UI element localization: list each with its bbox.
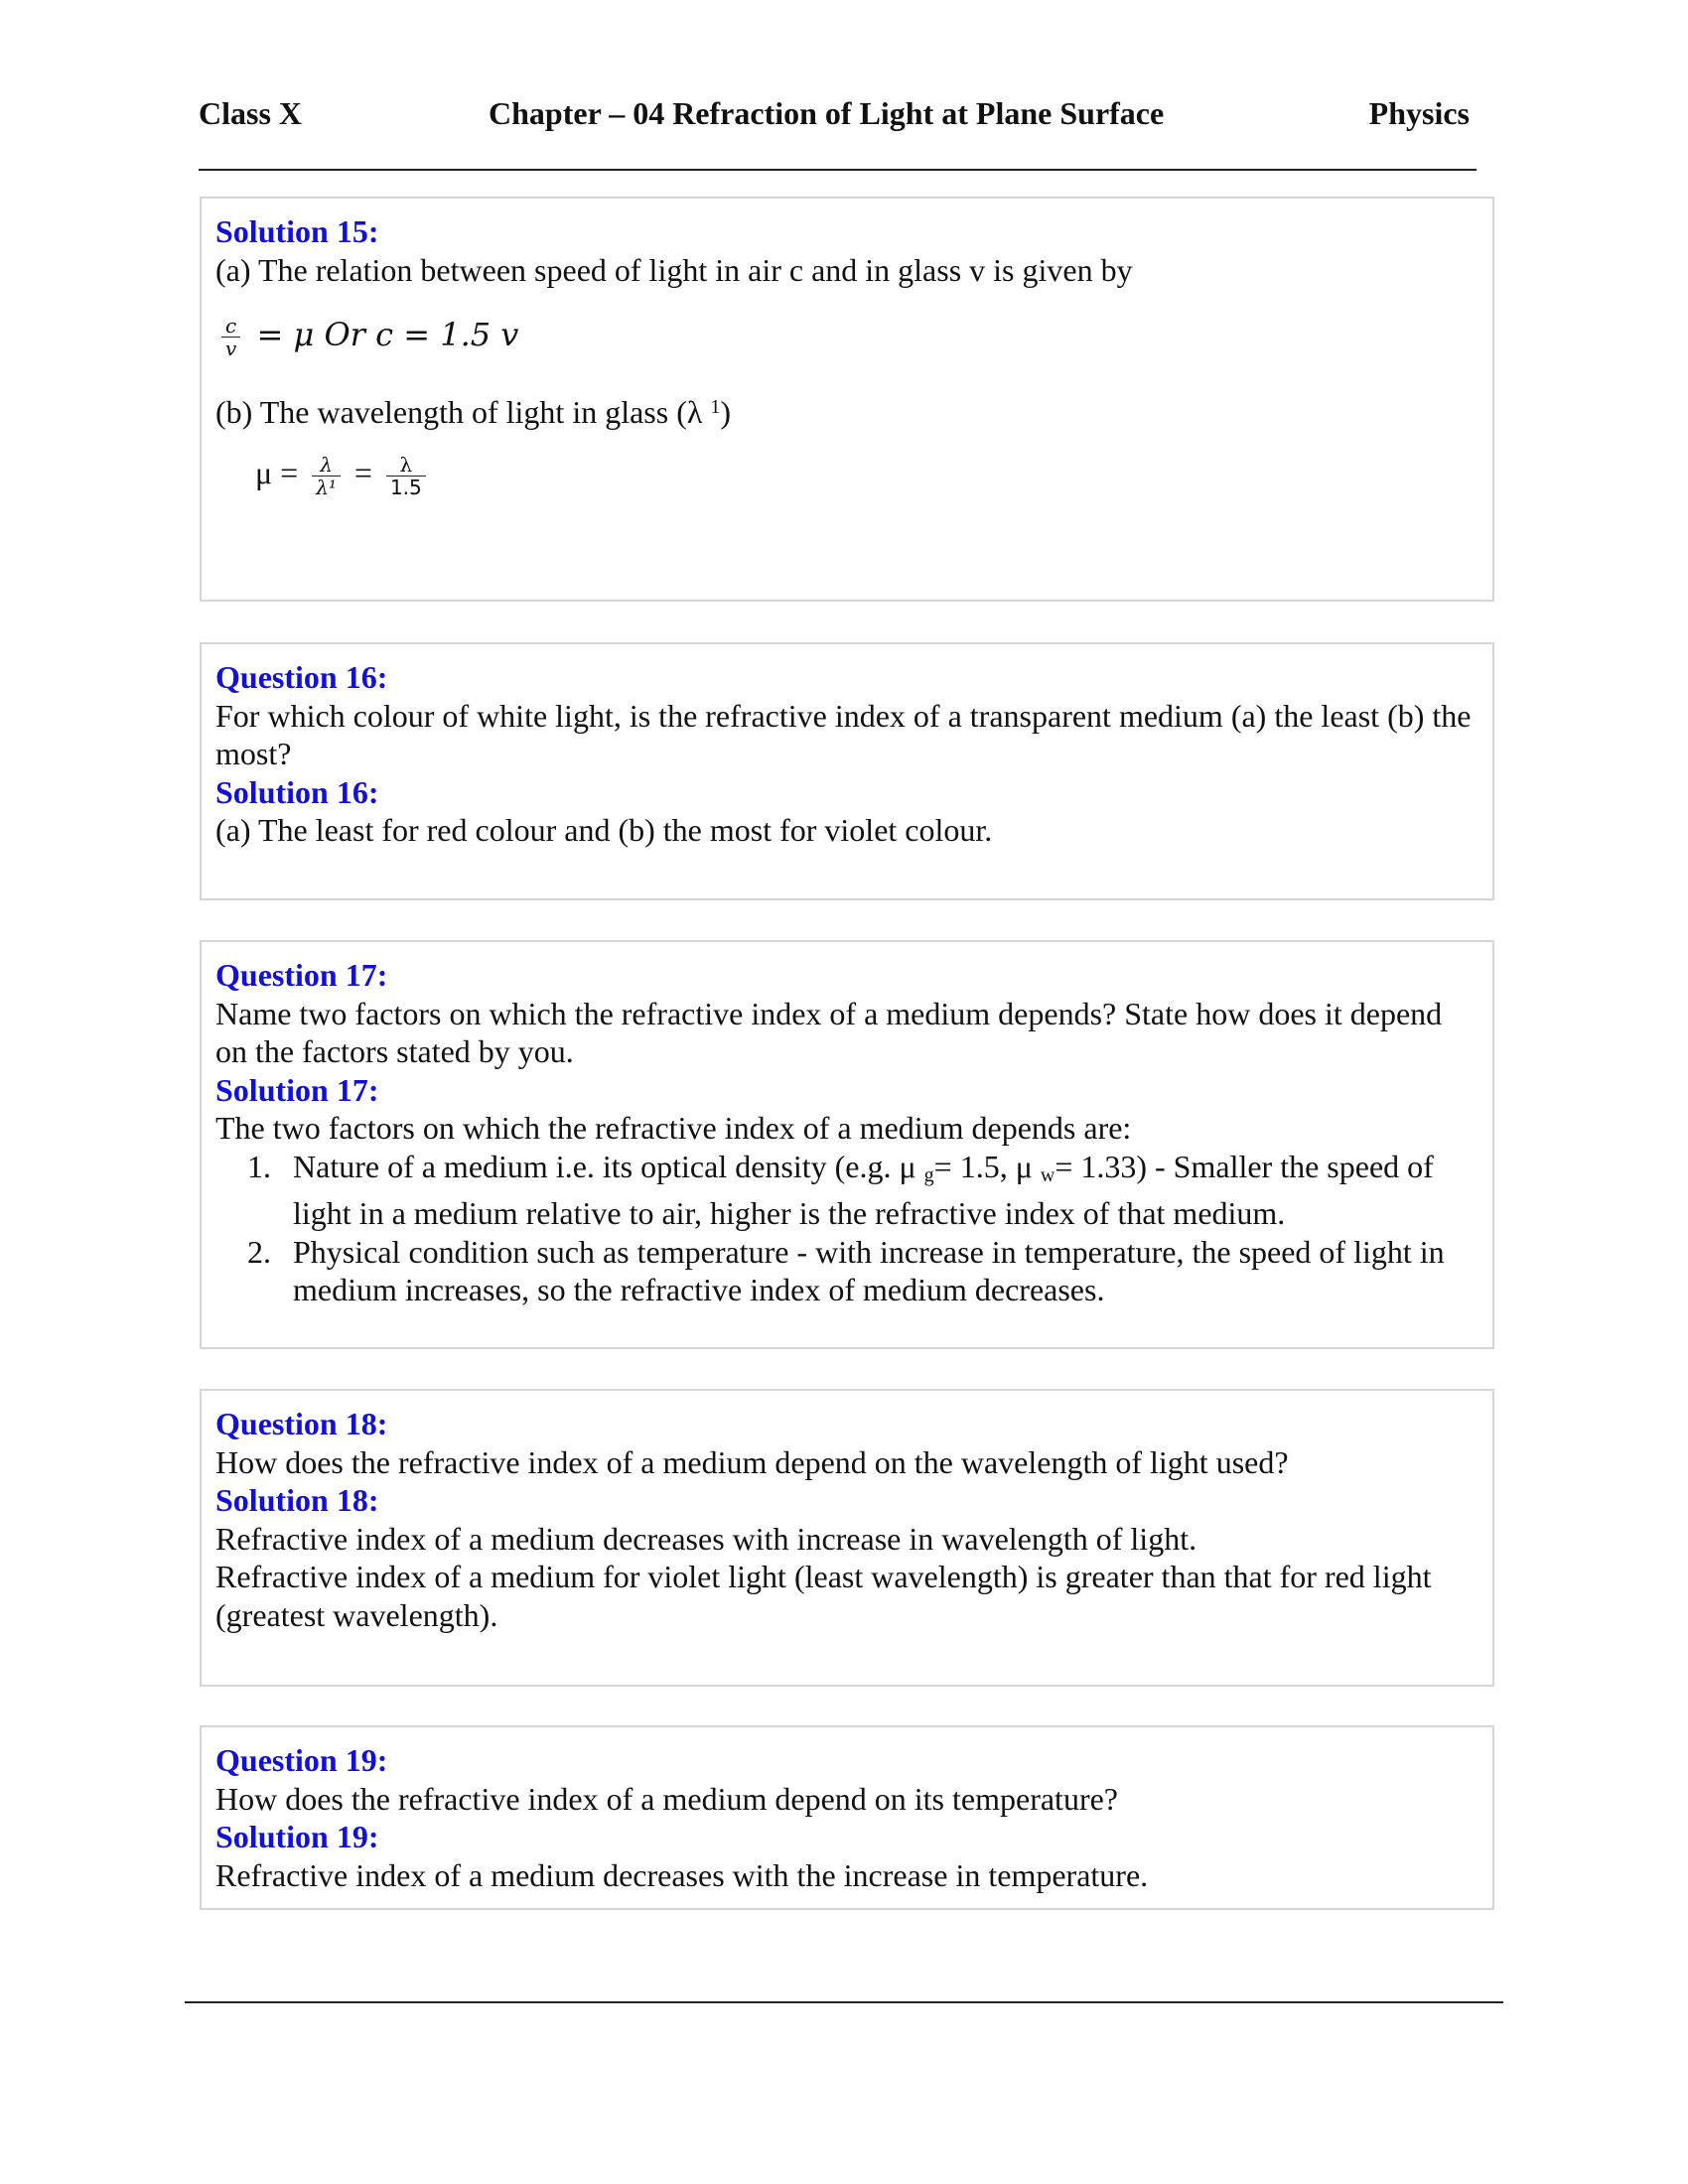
- solution-19-heading: Solution 19:: [215, 1819, 379, 1854]
- solution-18-heading: Solution 18:: [215, 1482, 379, 1518]
- fraction-denominator: 1.5: [389, 475, 422, 499]
- solution-16-text: (a) The least for red colour and (b) the most for violet colour.: [215, 812, 993, 848]
- solution-17-heading: Solution 17:: [215, 1071, 379, 1108]
- subscript-w: w: [1040, 1163, 1055, 1186]
- class-label: Class X: [199, 95, 303, 131]
- fraction-numerator: λ: [386, 454, 426, 477]
- mu-equals: μ =: [255, 454, 299, 490]
- solution-15-box: [200, 197, 1494, 602]
- solution-16-heading: Solution 16:: [215, 773, 379, 810]
- list-item: 1. Nature of a medium i.e. its optical density (e.g. μ $_g$= 1.5, μ $_w$= 1.33) - Smaller the speed of light in a medium relative to air, higher is the refractive index of that medium.: [279, 1148, 1478, 1233]
- solution-18-line-2: Refractive index of a medium for violet light (least wavelength) is greater than that for red light (greatest wavelength).: [215, 1559, 1432, 1633]
- question-16-text: For which colour of white light, is the refractive index of a transparent medium (a) the least (b) the most?: [215, 697, 1472, 771]
- question-17-box: [200, 940, 1494, 1349]
- solution-17-intro: The two factors on which the refractive index of a medium depends are:: [215, 1110, 1132, 1146]
- question-19-heading: Question 19:: [215, 1742, 388, 1778]
- equation-speed-relation: [215, 315, 1478, 362]
- subscript-g: g: [923, 1163, 934, 1186]
- subject-label: Physics: [1368, 95, 1470, 131]
- part-b-text: (b) The wavelength of light in glass (λ: [215, 394, 711, 430]
- fraction-numerator: c: [221, 315, 240, 338]
- question-17-text: Name two factors on which the refractive index of a medium depends? State how does it depend on the factors stated by you.: [215, 995, 1443, 1069]
- solution-19-text: Refractive index of a medium decreases with the increase in temperature.: [215, 1856, 1149, 1893]
- fraction-c-over-v: [221, 315, 240, 359]
- equation-rest: = μ Or c = 1.5 v: [256, 316, 519, 353]
- part-b-superscript: 1: [710, 396, 721, 418]
- question-18-box: [200, 1389, 1494, 1687]
- equation-wavelength: [215, 454, 1478, 513]
- chapter-title: Chapter – 04 Refraction of Light at Plane Surface: [489, 95, 1165, 131]
- fraction-lambda-over-1-5: [386, 454, 426, 498]
- question-18-heading: Question 18:: [215, 1406, 388, 1441]
- fraction-denominator: v: [225, 337, 237, 360]
- question-19-text: How does the refractive index of a medium depend on its temperature?: [215, 1780, 1118, 1817]
- footer-divider: [185, 2001, 1503, 2003]
- solution-18-line-1: Refractive index of a medium decreases with increase in wavelength of light.: [215, 1520, 1197, 1557]
- question-16-heading: Question 16:: [215, 659, 388, 695]
- list-item: 2. Physical condition such as temperature - with increase in temperature, the speed of light in medium increases, so the refractive index of medium decreases.: [279, 1233, 1478, 1309]
- fraction-lambda-over-lambda1: [312, 454, 341, 498]
- page-header: [199, 95, 1470, 145]
- solution-15-heading: Solution 15:: [215, 213, 379, 249]
- question-17-heading: Question 17:: [215, 957, 388, 993]
- question-18-text: How does the refractive index of a medium depend on the wavelength of light used?: [215, 1443, 1289, 1480]
- factors-list: [215, 1148, 1478, 1309]
- solution-15-part-b: [215, 388, 1478, 432]
- equals-sign: =: [353, 454, 372, 490]
- solution-15-part-a: (a) The relation between speed of light in air c and in glass v is given by: [215, 251, 1133, 288]
- question-19-box: [200, 1725, 1494, 1910]
- part-b-close: ): [720, 394, 732, 430]
- header-divider: [199, 169, 1477, 171]
- question-16-box: [200, 642, 1494, 900]
- fraction-denominator: λ¹: [316, 475, 337, 499]
- fraction-numerator: λ: [312, 454, 341, 477]
